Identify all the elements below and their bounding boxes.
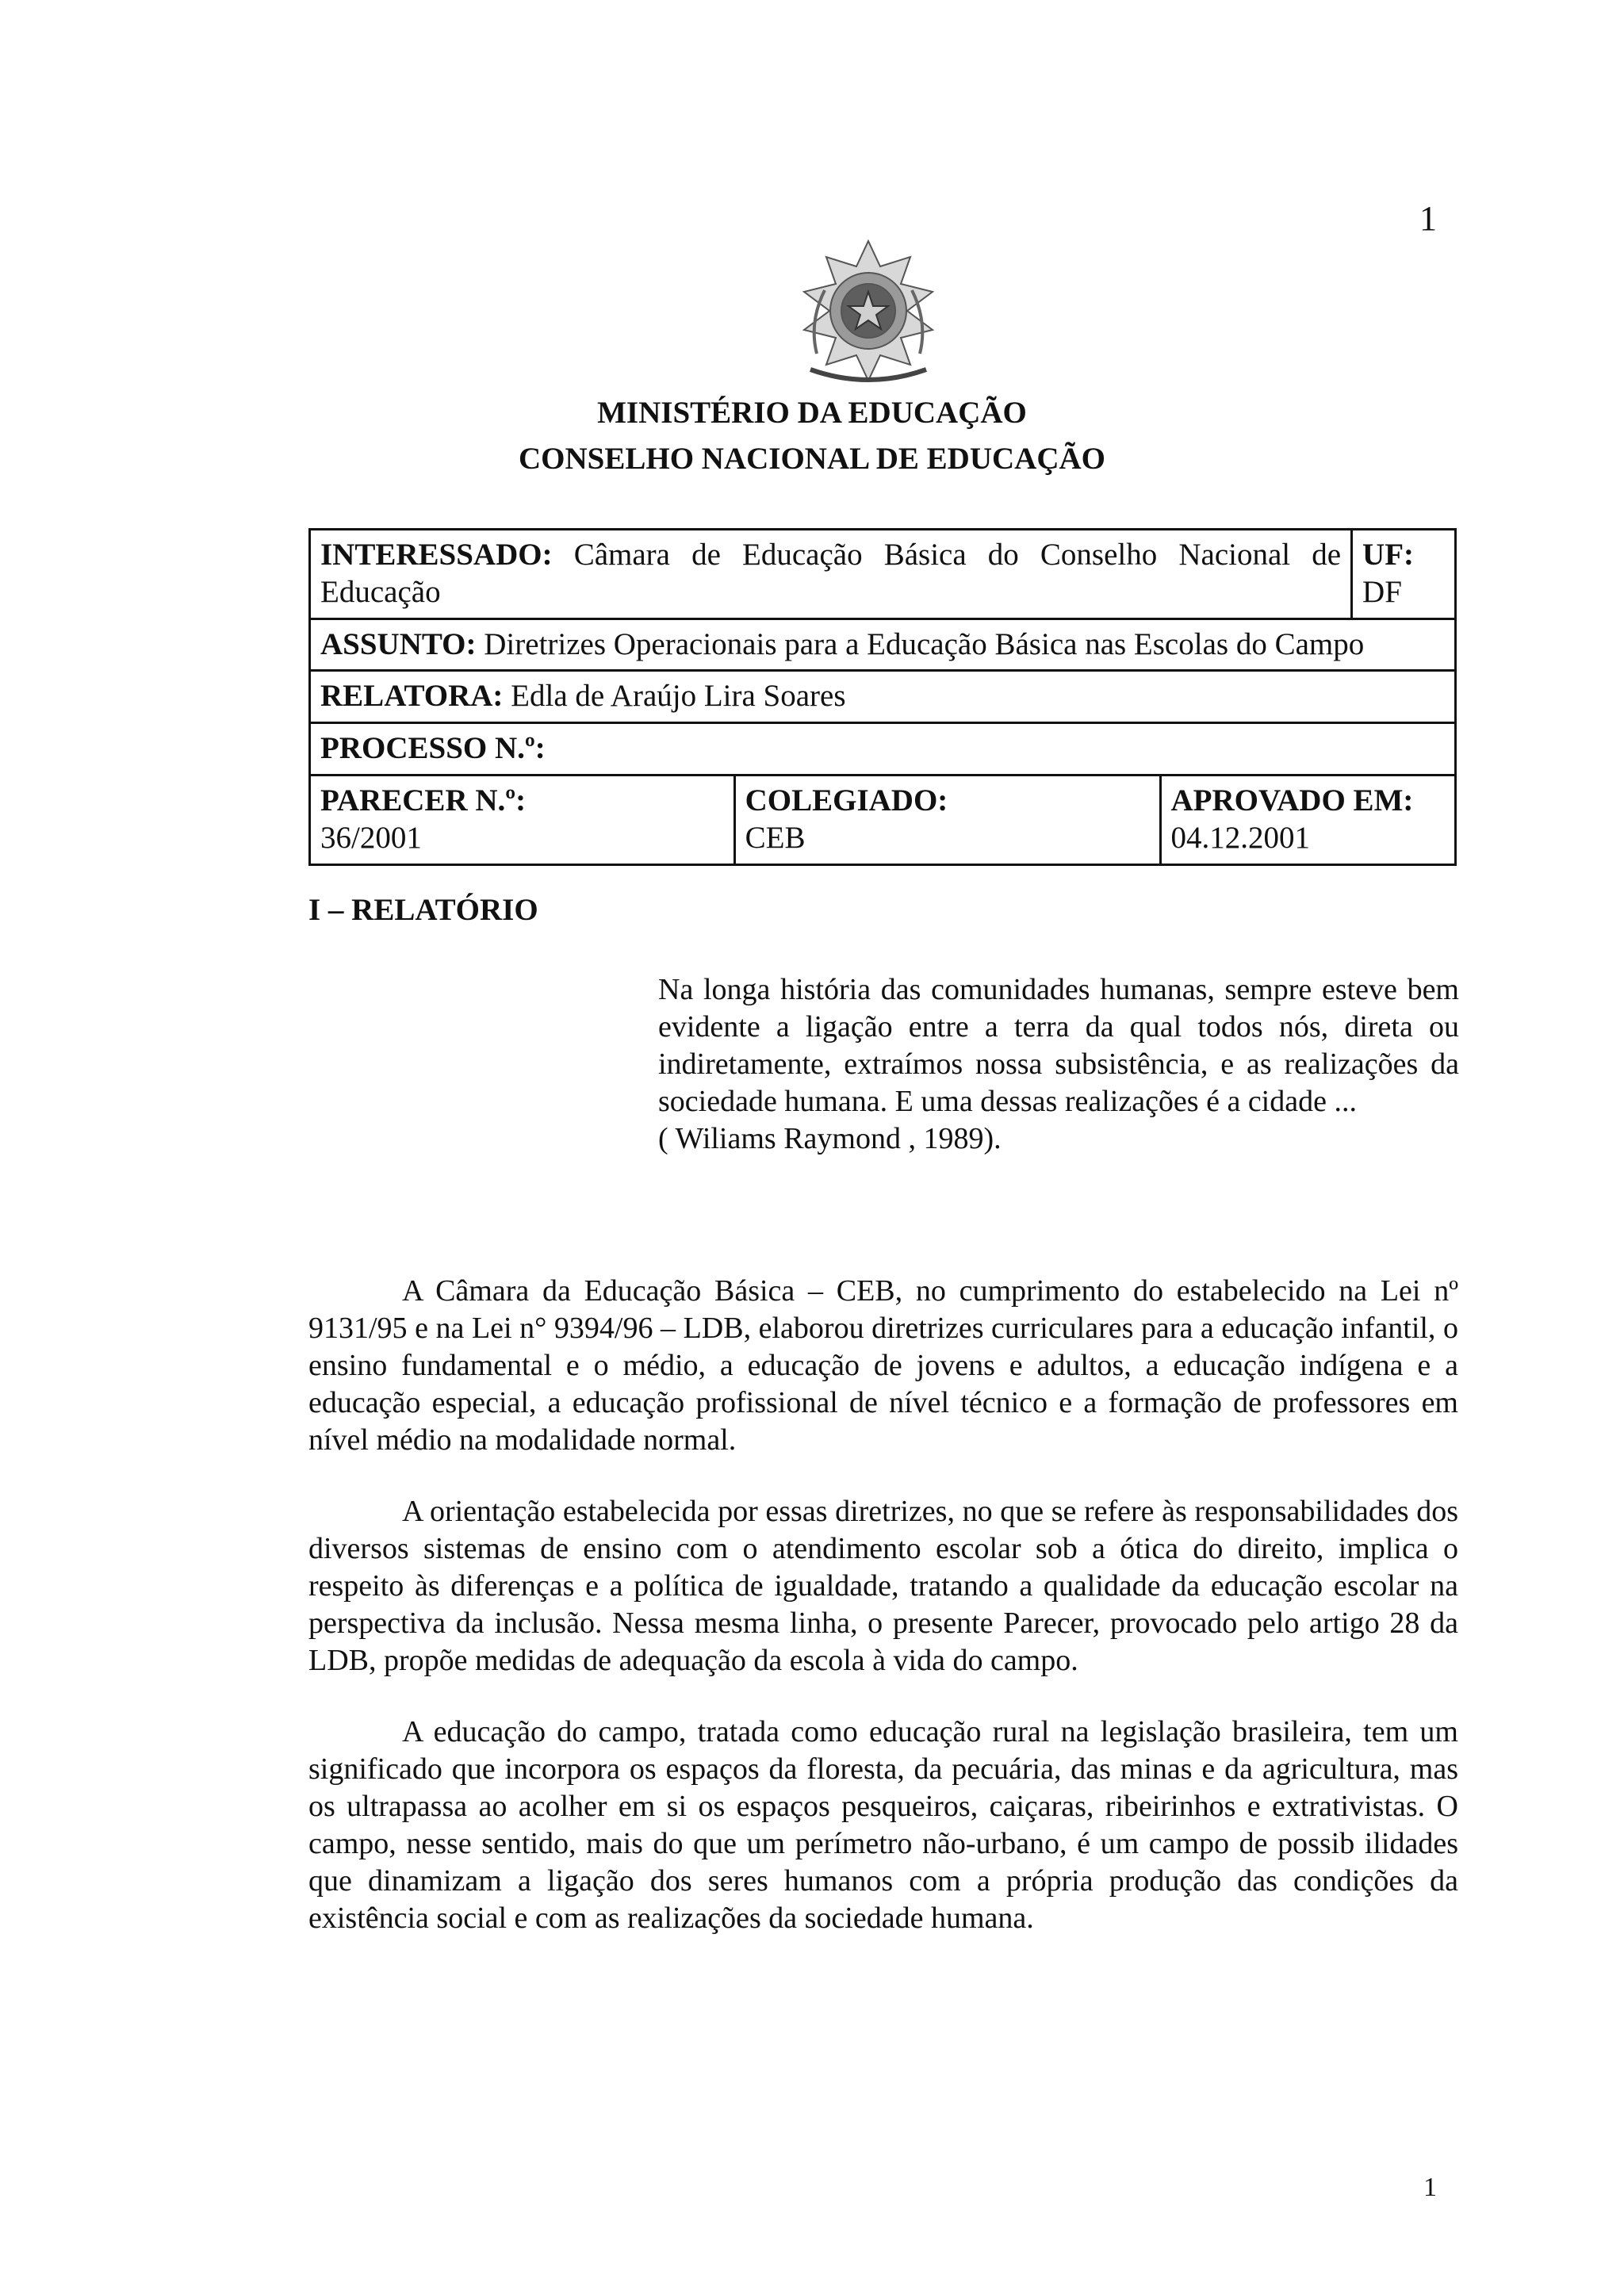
table-row-interessado xyxy=(310,530,1456,619)
epigraph-citation: ( Wiliams Raymond , 1989). xyxy=(658,1122,1002,1155)
parecer-cell xyxy=(310,775,735,864)
coat-of-arms-emblem xyxy=(793,235,944,390)
table-row-parecer xyxy=(310,775,1456,864)
processo-cell xyxy=(310,723,1456,776)
paragraph-3: A educação do campo, tratada como educação rural na legislação brasileira, tem um significado que incorpora os espaços da floresta, da pecuária, das minas e da agricultura, mas os ultrapassa ao acolher em si os espaços pesqueiros, caiçaras, ribeirinhos e extrativistas. O campo, nesse sentido, mais do que um perímetro não-urbano, é um campo de possib ilidades que dinamizam a ligação dos seres humanos com a própria produção das condições da existência social e com as realizações da sociedade humana. xyxy=(308,1715,1458,1935)
assunto-cell xyxy=(310,618,1456,671)
parecer-value: 36/2001 xyxy=(320,820,422,855)
epigraph xyxy=(658,971,1459,1158)
interessado-value: Câmara de Educação Básica do Conselho Nacional de Educação xyxy=(320,538,1342,609)
interessado-label: INTERESSADO: xyxy=(320,538,553,572)
page-number-bottom: 1 xyxy=(1423,2173,1437,2202)
paragraph-2: A orientação estabelecida por essas diretrizes, no que se refere às responsabilidades dos diversos sistemas de ensino com o atendimento escolar sob a ótica do direito, implica o respeito às diferenças e a política de igualdade, tratando a qualidade da educação escolar na perspectiva da inclusão. Nessa mesma linha, o presente Parecer, provocado pelo artigo 28 da LDB, propõe medidas de adequação da escola à vida do campo. xyxy=(308,1495,1458,1677)
section-title: I – RELATÓRIO xyxy=(308,893,538,927)
colegiado-cell xyxy=(734,775,1160,864)
table-row-processo xyxy=(310,723,1456,776)
processo-label: PROCESSO N.º: xyxy=(320,731,546,766)
relatora-value: Edla de Araújo Lira Soares xyxy=(511,679,846,714)
paragraph-1: A Câmara da Educação Básica – CEB, no cumprimento do estabelecido na Lei nº 9131/95 e na Lei n° 9394/96 – LDB, elaborou diretrizes curriculares para a educação infantil, o ensino fundamental e o médio, a educação de jovens e adultos, a educação indígena e a educação especial, a educação profissional de nível técnico e a formação de professores em nível médio na modalidade normal. xyxy=(308,1274,1458,1457)
table-row-relatora xyxy=(310,671,1456,723)
colegiado-value: CEB xyxy=(745,820,806,855)
interessado-cell xyxy=(310,530,1352,619)
uf-cell xyxy=(1352,530,1456,619)
uf-label: UF: xyxy=(1362,538,1415,572)
page-number-top: 1 xyxy=(1419,199,1437,238)
uf-value: DF xyxy=(1362,574,1402,609)
aprovado-cell xyxy=(1160,775,1455,864)
epigraph-text: Na longa história das comunidades humanas, sempre esteve bem evidente a ligação entre a terra da qual todos nós, direta ou indiretamente, extraímos nossa subsistência, e as realizações da sociedade humana. E uma dessas realizações é a cidade ... xyxy=(658,973,1459,1118)
aprovado-label: APROVADO EM: xyxy=(1170,783,1414,818)
relatora-label: RELATORA: xyxy=(320,679,504,714)
aprovado-value: 04.12.2001 xyxy=(1170,820,1311,855)
table-row-assunto xyxy=(310,618,1456,671)
process-info-table xyxy=(308,528,1457,866)
assunto-label: ASSUNTO: xyxy=(320,626,477,661)
relatora-cell xyxy=(310,671,1456,723)
parecer-label: PARECER N.º: xyxy=(320,783,527,818)
council-heading: CONSELHO NACIONAL DE EDUCAÇÃO xyxy=(518,442,1105,476)
assunto-value: Diretrizes Operacionais para a Educação Básica nas Escolas do Campo xyxy=(484,626,1365,661)
ministry-heading: MINISTÉRIO DA EDUCAÇÃO xyxy=(597,396,1027,430)
body-text xyxy=(308,1273,1458,1971)
colegiado-label: COLEGIADO: xyxy=(745,783,948,818)
